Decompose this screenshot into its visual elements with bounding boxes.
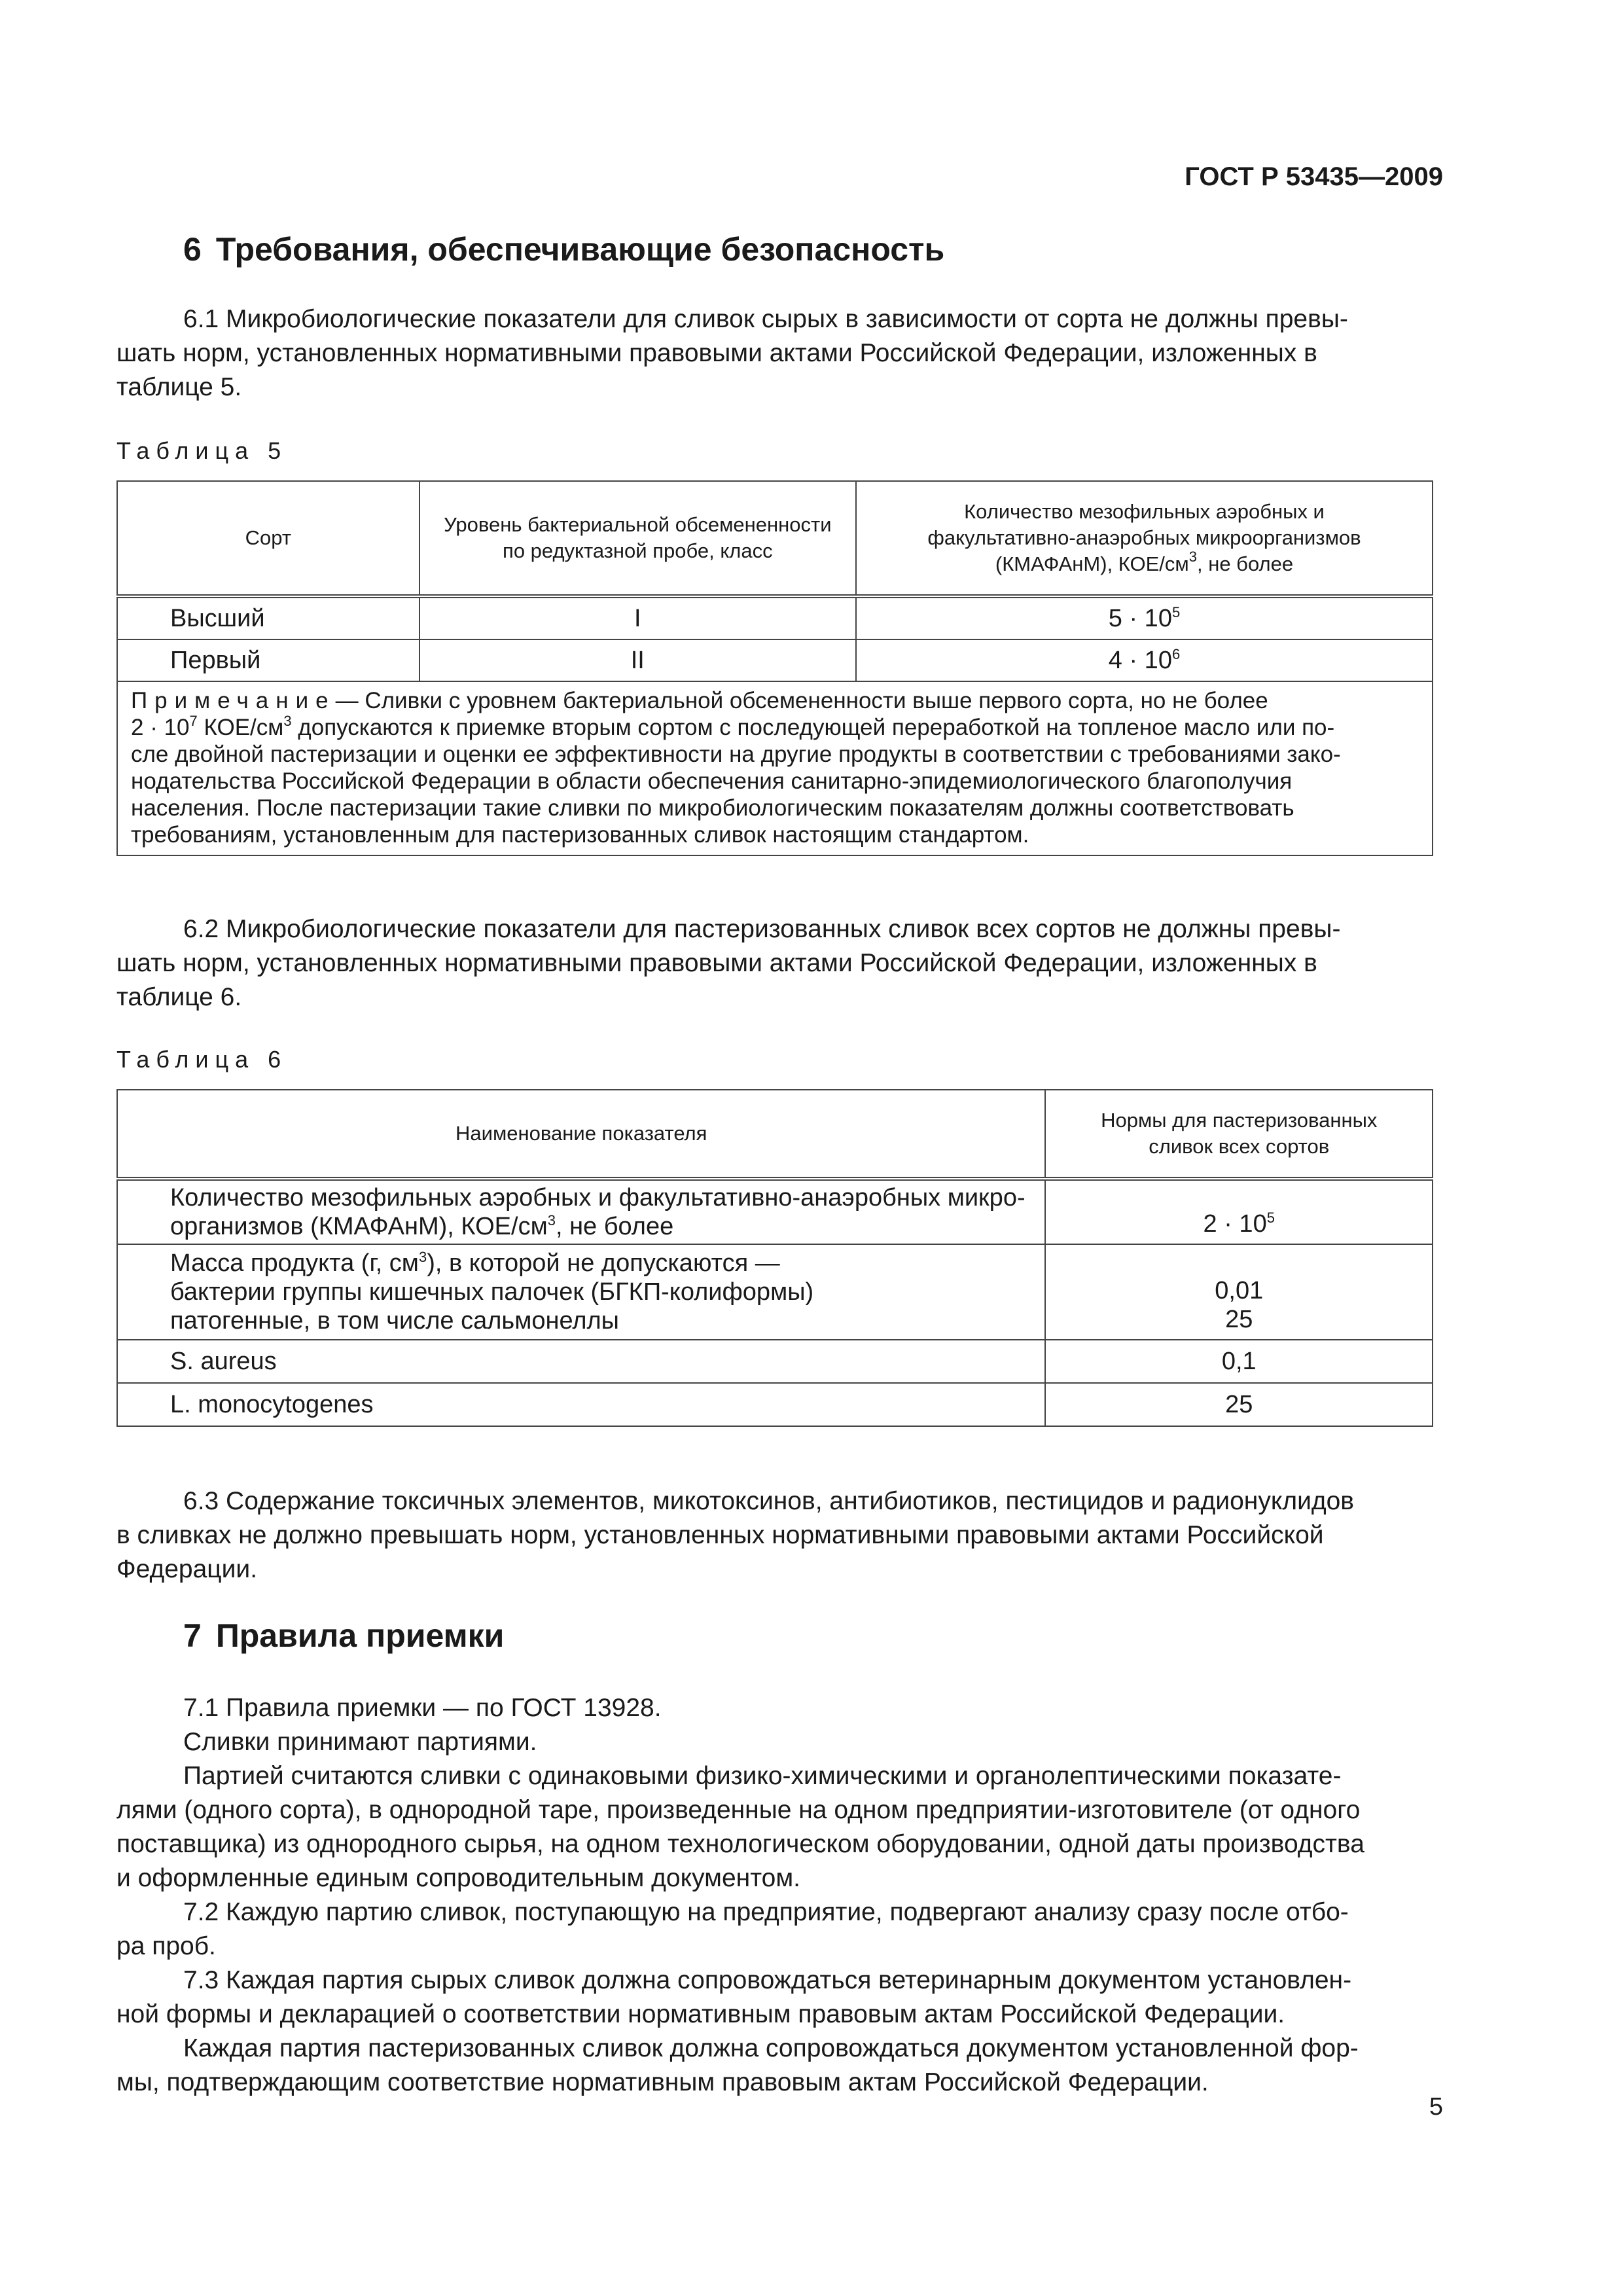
text-line: Федерации. [116, 1555, 258, 1583]
cell-grade: Первый [117, 639, 419, 681]
cell-count: $4 \cdot 10^6$ [856, 639, 1433, 681]
text-line: 6.3 Содержание токсичных элементов, микотоксинов, антибиотиков, пестицидов и радионуклидов [183, 1487, 1355, 1515]
section-number: 7 [183, 1617, 202, 1654]
table-header-row [117, 1090, 1433, 1179]
document-id: ГОСТ Р 53435—2009 [1185, 162, 1443, 191]
text-line: ра проб. [116, 1932, 216, 1960]
text-line: в сливках не должно превышать норм, установленных нормативными правовыми актами Российской [116, 1521, 1324, 1549]
column-header-norms: Нормы для пастеризованных сливок всех сортов [1045, 1090, 1433, 1179]
text-line: и оформленные единым сопроводительным документом. [116, 1864, 800, 1892]
cell-indicator: Масса продукта (г, $см^3$), в которой не допускаются — бактерии группы кишечных палочек (БГКП-колиформы) патогенные, в том числе сальмонеллы [117, 1244, 1045, 1340]
text-line: ной формы и декларацией о соответствии нормативным правовым актам Российской Федерации. [116, 2000, 1285, 2028]
section-title: Правила приемки [215, 1617, 505, 1654]
note-label: Примечание [131, 688, 336, 713]
table-row [117, 1179, 1433, 1244]
section-6-heading [183, 230, 944, 268]
table-5-caption: Таблица 5 [116, 437, 288, 464]
section-title: Требования, обеспечивающие безопасность [215, 231, 945, 268]
cell-grade: Высший [117, 596, 419, 639]
table-note-row [117, 681, 1433, 855]
column-header-grade: Сорт [117, 481, 419, 596]
table-row [117, 1383, 1433, 1426]
column-header-microorganism-count: Количество мезофильных аэробных и факультативно-анаэробных микроорганизмов (КМАФАнМ), КОЕ/$см^3$, не более [856, 481, 1433, 596]
text-line: лями (одного сорта), в однородной таре, произведенные на одном предприятии-изготовителе (от одного [116, 1796, 1361, 1824]
column-header-contamination-level: Уровень бактериальной обсемененности по редуктазной пробе, класс [419, 481, 856, 596]
text-line: 6.2 Микробиологические показатели для пастеризованных сливок всех сортов не должны превы- [183, 915, 1341, 943]
text-line: Сливки принимают партиями. [183, 1728, 537, 1756]
paragraph-6-1 [116, 302, 1433, 404]
cell-norm: 0,01 25 [1045, 1244, 1433, 1340]
text-line: Партией считаются сливки с одинаковыми физико-химическими и органолептическими показате- [183, 1762, 1342, 1790]
column-header-indicator: Наименование показателя [117, 1090, 1045, 1179]
text-line: Каждая партия пастеризованных сливок должна сопровождаться документом установленной фор- [183, 2034, 1359, 2062]
cell-norm: 25 [1045, 1383, 1433, 1426]
table-row [117, 639, 1433, 681]
table-5 [116, 480, 1433, 856]
cell-indicator: S. aureus [117, 1340, 1045, 1383]
table-row [117, 1340, 1433, 1383]
paragraph-7-2: 7.2 Каждую партию сливок, поступающую на предприятие, подвергают анализу сразу после отбо- [183, 1898, 1349, 1926]
paragraph-6-3 [116, 1484, 1433, 1587]
paragraph-7-3: 7.3 Каждая партия сырых сливок должна сопровождаться ветеринарным документом установлен- [183, 1966, 1352, 1994]
table-6-caption: Таблица 6 [116, 1046, 288, 1073]
cell-class: II [419, 639, 856, 681]
paragraph-7-1: 7.1 Правила приемки — по ГОСТ 13928. [183, 1694, 662, 1722]
cell-norm: 0,1 [1045, 1340, 1433, 1383]
cell-norm: $2 \cdot 10^5$ [1045, 1179, 1433, 1244]
cell-indicator: L. monocytogenes [117, 1383, 1045, 1426]
cell-count: $5 \cdot 10^5$ [856, 596, 1433, 639]
section-7-heading [183, 1617, 504, 1655]
text-line: таблице 6. [116, 983, 242, 1011]
cell-indicator: Количество мезофильных аэробных и факультативно-анаэробных микро- организмов (КМАФАнМ), КОЕ/$см^3$, не более [117, 1179, 1045, 1244]
paragraph-6-2 [116, 912, 1433, 1014]
text-line: шать норм, установленных нормативными правовыми актами Российской Федерации, изложенных в [116, 949, 1317, 977]
table-header-row [117, 481, 1433, 596]
section-number: 6 [183, 231, 202, 268]
text-line: 6.1 Микробиологические показатели для сливок сырых в зависимости от сорта не должны превы- [183, 305, 1348, 333]
text-line: мы, подтверждающим соответствие нормативным правовым актам Российской Федерации. [116, 2068, 1209, 2096]
section-7-body [116, 1691, 1433, 2100]
cell-class: I [419, 596, 856, 639]
table-note: Примечание— Сливки с уровнем бактериальной обсемененности выше первого сорта, но не более $2 \cdot 10^7$ КОЕ/$см^3$ допускаются к приемке вторым сортом с последующей переработкой на топленое масло или по- сле двойной пастеризации и оценки ее эффективности на другие продукты в соответствии с требованиями зако- нодательства Российской Федерации в области обеспечения санитарно-эпидемиологического благополучия населения. После пастеризации такие сливки по микробиологическим показателям должны соответствовать требованиям, установленным для пастеризованных сливок настоящим стандартом. [117, 681, 1433, 855]
text-line: поставщика) из однородного сырья, на одном технологическом оборудовании, одной даты производства [116, 1830, 1364, 1858]
table-row [117, 1244, 1433, 1340]
table-6 [116, 1089, 1433, 1427]
table-row [117, 596, 1433, 639]
text-line: шать норм, установленных нормативными правовыми актами Российской Федерации, изложенных в [116, 339, 1317, 367]
page-number: 5 [1429, 2093, 1443, 2121]
text-line: таблице 5. [116, 373, 242, 401]
